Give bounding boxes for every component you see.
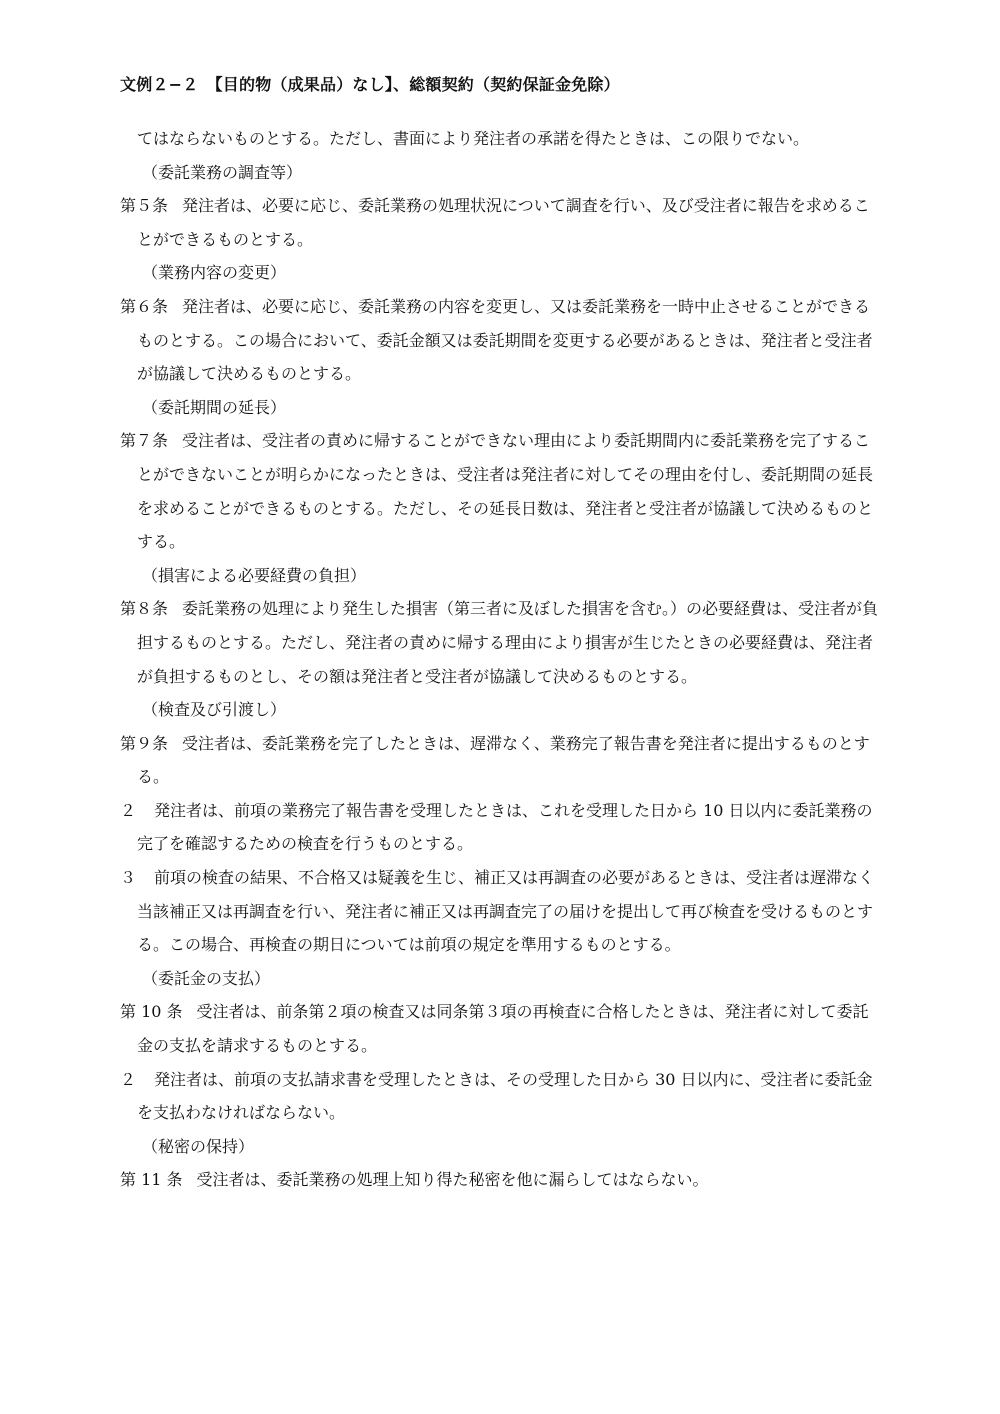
article-7 (120, 424, 882, 558)
item-text: 前項の検査の結果、不合格又は疑義を生じ、補正又は再調査の必要があるときは、受注者は遅滞なく当該補正又は再調査を行い、発注者に補正又は再調査完了の届けを提出して再び検査を受けるものとする。この場合、再検査の期日については前項の規定を準用するものとする。 (137, 868, 875, 955)
article-8-number: 第８条 (120, 599, 169, 619)
article-6-number: 第６条 (120, 296, 169, 316)
article-8-caption: （損害による必要経費の負担） (142, 565, 367, 585)
item-text: 発注者は、前項の支払請求書を受理したときは、その受理した日から 30 日以内に、受注者に委託金を支払わなければならない。 (137, 1069, 873, 1123)
document-body (120, 122, 882, 1197)
article-7-text: 受注者は、受注者の責めに帰することができない理由により委託期間内に委託業務を完了することができないことが明らかになったときは、受注者は発注者に対してその理由を付し、委託期間の延長を求めることができるものとする。ただし、その延長日数は、発注者と受注者が協議して決めるものとする。 (137, 431, 874, 552)
document-header: 文例２−２ 【目的物（成果品）なし】、総額契約（契約保証金免除） (120, 75, 620, 94)
article-8-text: 委託業務の処理により発生した損害（第三者に及ぼした損害を含む。）の必要経費は、受注者が負担するものとする。ただし、発注者の責めに帰する理由により損害が生じたときの必要経費は、発注者が負担するものとし、その額は発注者と受注者が協議して決めるものとする。 (137, 599, 879, 686)
article-10-number: 第 10 条 (120, 1002, 183, 1022)
article-6-caption: （業務内容の変更） (142, 263, 287, 283)
item-number: ２ (120, 800, 137, 820)
article-11-caption: （秘密の保持） (142, 1136, 255, 1156)
article-5-number: 第５条 (120, 196, 169, 216)
item-text: 発注者は、前項の業務完了報告書を受理したときは、これを受理した日から 10 日以内に委託業務の完了を確認するための検査を行うものとする。 (137, 800, 873, 854)
article-10-text: 受注者は、前条第２項の検査又は同条第３項の再検査に合格したときは、発注者に対して委託金の支払を請求するものとする。 (137, 1002, 869, 1056)
article-11-text: 受注者は、委託業務の処理上知り得た秘密を他に漏らしてはならない。 (196, 1170, 709, 1190)
article-8 (120, 592, 882, 693)
article-10-item-2 (120, 1063, 882, 1130)
article-9-caption: （検査及び引渡し） (142, 700, 287, 720)
article-6-text: 発注者は、必要に応じ、委託業務の内容を変更し、又は委託業務を一時中止させることができるものとする。この場合において、委託金額又は委託期間を変更する必要があるときは、発注者と受注者が協議して決めるものとする。 (137, 296, 873, 384)
article-5-caption: （委託業務の調査等） (142, 162, 303, 182)
article-5-text: 発注者は、必要に応じ、委託業務の処理状況について調査を行い、及び受注者に報告を求めることができるものとする。 (137, 196, 870, 249)
article-9 (120, 727, 882, 794)
article-10 (120, 995, 882, 1062)
continuation-paragraph: てはならないものとする。ただし、書面により発注者の承諾を得たときは、この限りでない。 (137, 129, 810, 148)
article-9-item-2 (120, 794, 882, 861)
article-9-text: 受注者は、委託業務を完了したときは、遅滞なく、業務完了報告書を発注者に提出するものとする。 (137, 733, 870, 787)
article-11-number: 第 11 条 (120, 1170, 183, 1190)
article-9-item-3 (120, 861, 882, 962)
article-9-number: 第９条 (120, 733, 169, 753)
article-5 (120, 189, 882, 256)
item-number: ２ (120, 1069, 137, 1089)
article-10-caption: （委託金の支払） (142, 968, 271, 988)
article-7-number: 第７条 (120, 431, 169, 451)
article-11 (120, 1163, 882, 1197)
article-7-caption: （委託期間の延長） (142, 397, 287, 417)
article-6 (120, 290, 882, 391)
item-number: ３ (120, 868, 137, 888)
